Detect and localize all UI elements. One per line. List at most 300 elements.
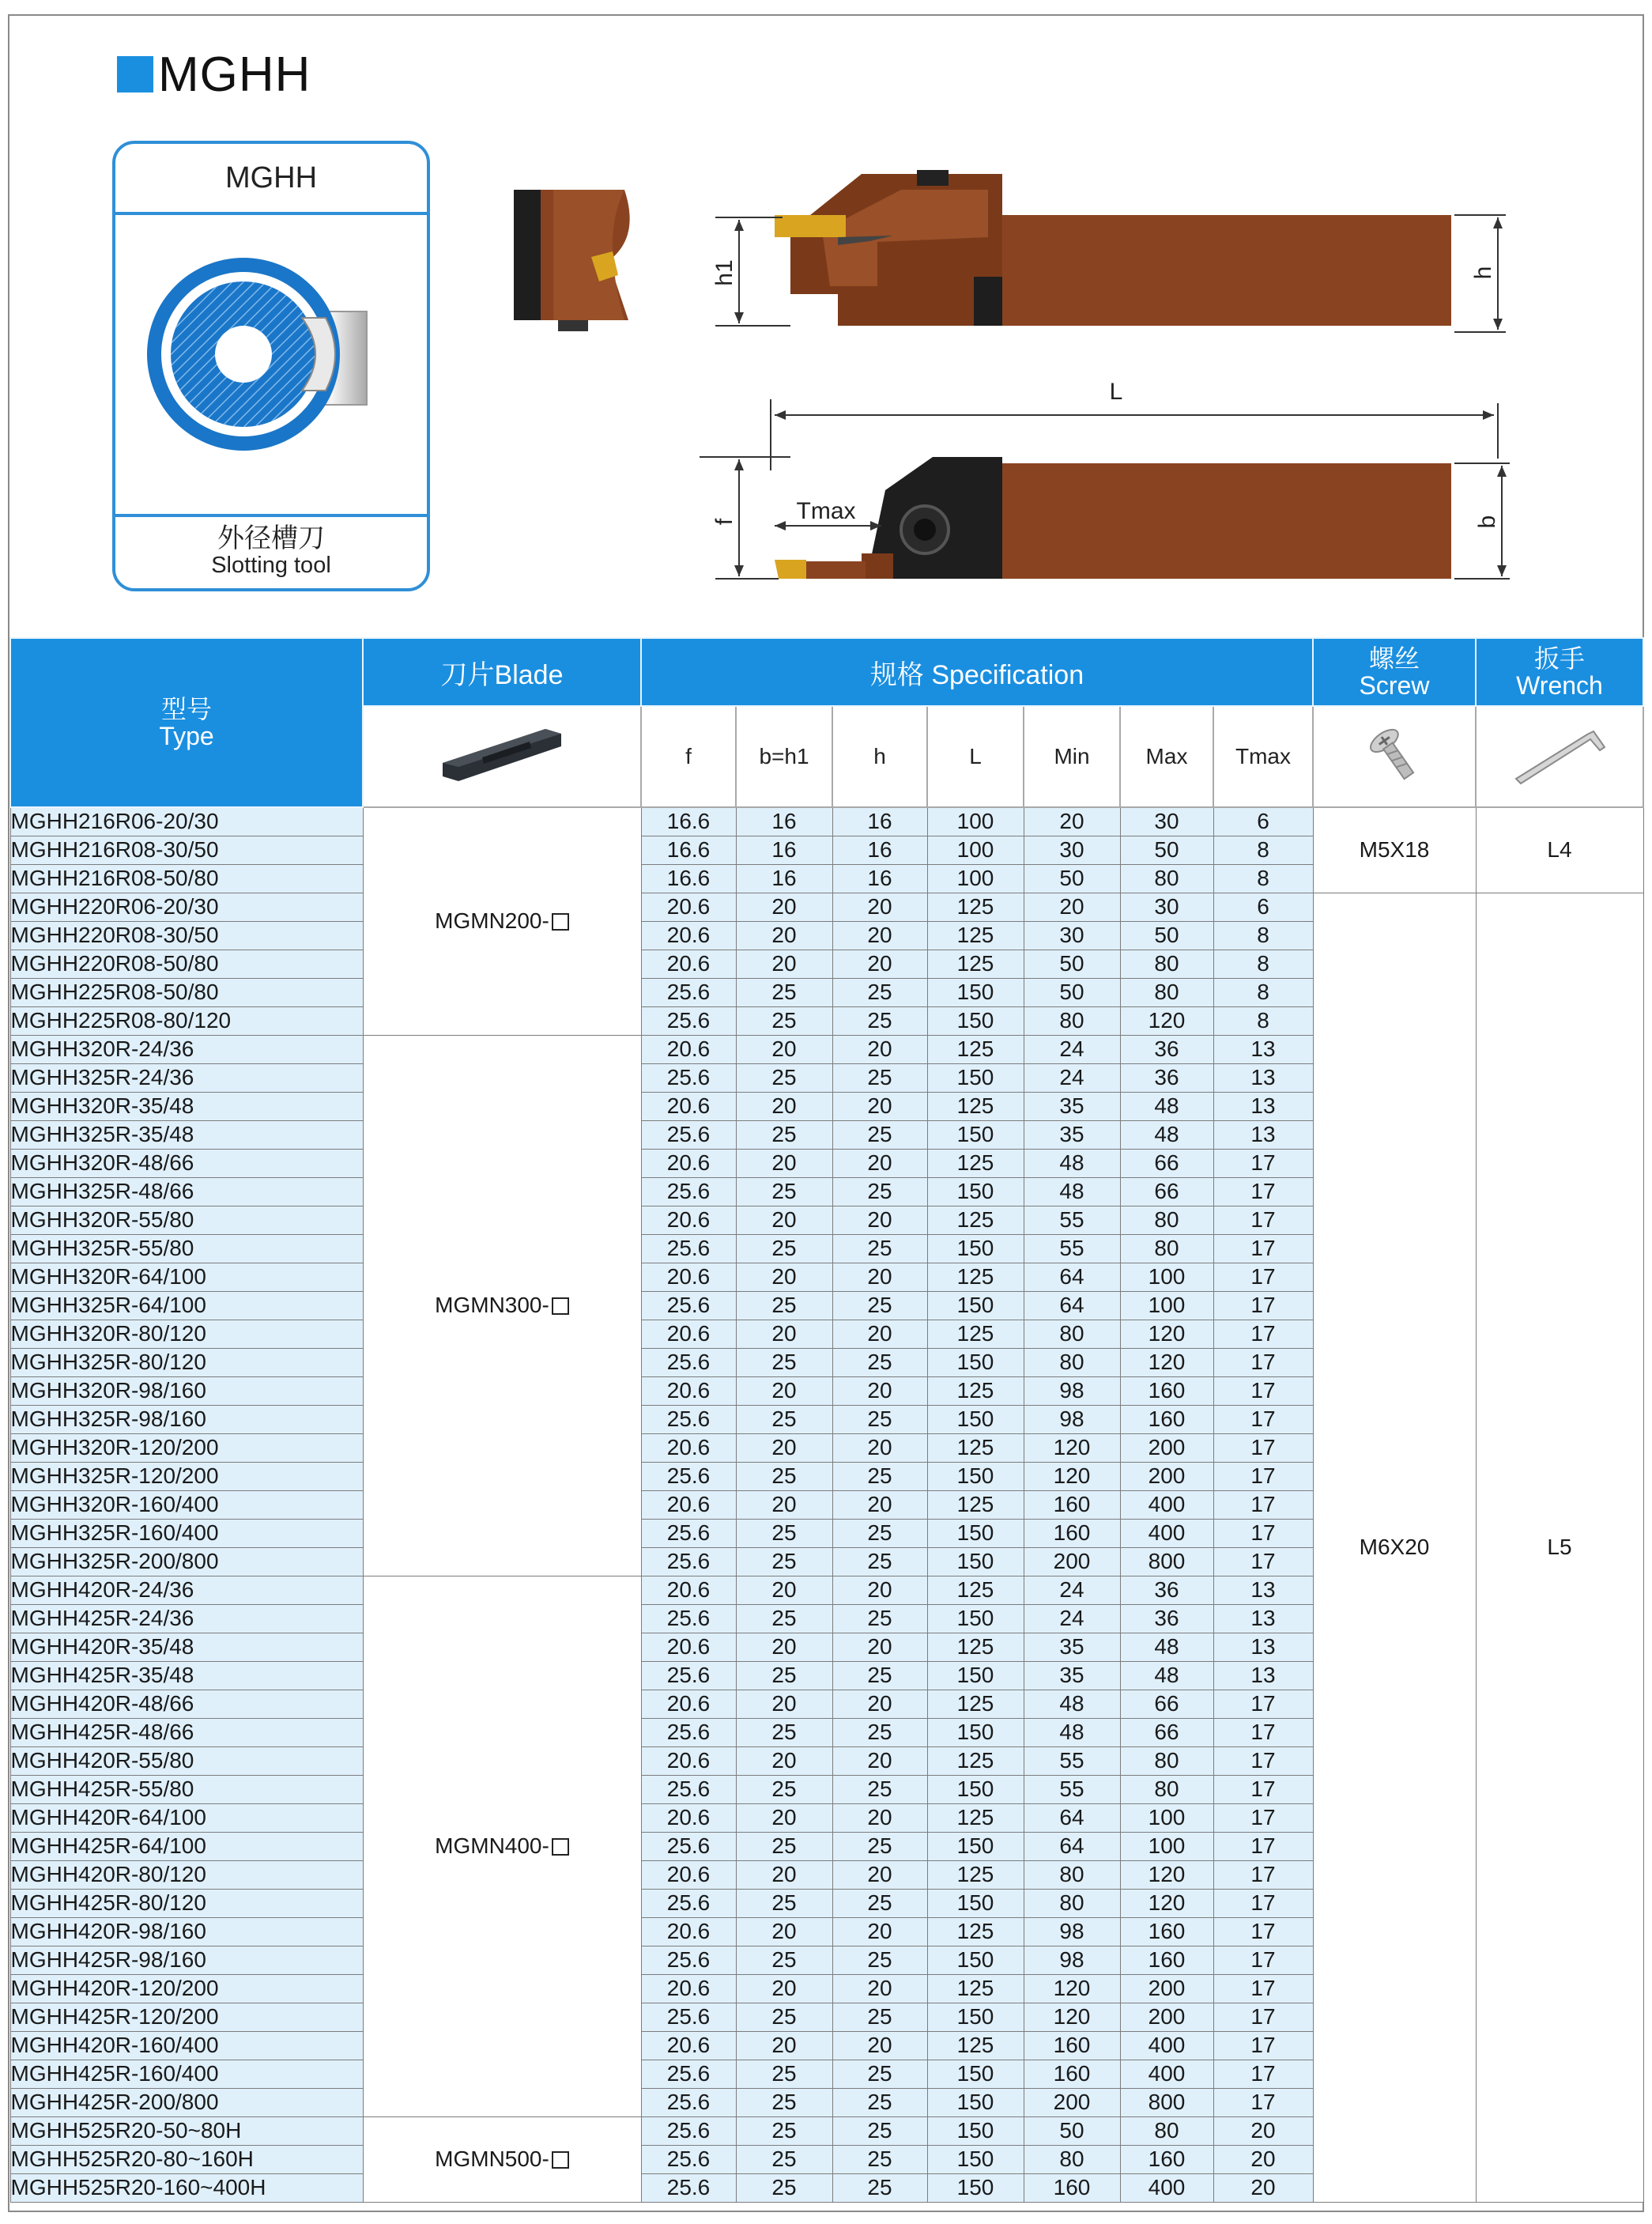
cell-max: 160 [1120,2145,1213,2173]
cell-L: 150 [927,1519,1024,1547]
type-cell: MGHH420R-64/100 [10,1803,363,1832]
cell-b-h1: 20 [736,1917,832,1946]
cell-h: 20 [832,1149,927,1177]
header-type-en: Type [159,722,214,750]
cell-max: 80 [1120,978,1213,1006]
type-cell: MGHH216R08-50/80 [10,864,363,893]
type-cell: MGHH425R-120/200 [10,2003,363,2031]
cell-max: 80 [1120,1746,1213,1775]
type-cell: MGHH220R08-30/50 [10,921,363,950]
cell-tmax: 13 [1213,1063,1313,1092]
cell-h: 25 [832,1234,927,1263]
type-cell: MGHH425R-98/160 [10,1946,363,1974]
cell-L: 150 [927,2145,1024,2173]
cell-tmax: 17 [1213,2031,1313,2060]
cell-min: 98 [1024,1917,1120,1946]
spec-table-body [10,807,1643,2202]
cell-b-h1: 25 [736,1775,832,1803]
col-min: Min [1024,706,1120,807]
cell-tmax: 8 [1213,836,1313,864]
cell-max: 30 [1120,807,1213,836]
cell-b-h1: 16 [736,807,832,836]
wrench-icon [1508,723,1611,787]
cell-f: 20.6 [641,1035,736,1063]
cell-h: 20 [832,1320,927,1348]
cell-f: 20.6 [641,1490,736,1519]
cell-tmax: 6 [1213,893,1313,921]
cell-L: 125 [927,1035,1024,1063]
cell-h: 20 [832,1206,927,1234]
cell-h: 20 [832,1576,927,1604]
cell-f: 25.6 [641,1946,736,1974]
cell-h: 25 [832,2060,927,2088]
cell-b-h1: 20 [736,1433,832,1462]
type-cell: MGHH320R-80/120 [10,1320,363,1348]
cell-max: 120 [1120,1889,1213,1917]
cell-L: 100 [927,836,1024,864]
cell-L: 150 [927,1120,1024,1149]
blade-image-cell [363,706,641,807]
cell-max: 120 [1120,1348,1213,1376]
type-cell: MGHH325R-200/800 [10,1547,363,1576]
cell-h: 25 [832,1832,927,1860]
dim-label-h: h [1470,266,1496,280]
cell-tmax: 17 [1213,1775,1313,1803]
type-cell: MGHH525R20-160~400H [10,2173,363,2202]
cell-h: 20 [832,1974,927,2003]
cell-max: 400 [1120,2031,1213,2060]
dim-label-h1: h1 [711,259,737,286]
type-cell: MGHH216R08-30/50 [10,836,363,864]
card-label: MGHH [115,144,427,215]
cell-h: 25 [832,1120,927,1149]
cell-h: 25 [832,978,927,1006]
header-spec-label: 规格 Specification [869,659,1084,690]
cell-h: 20 [832,1092,927,1120]
type-cell: MGHH420R-24/36 [10,1576,363,1604]
cell-tmax: 17 [1213,1462,1313,1490]
cell-h: 25 [832,1547,927,1576]
tool-head-end-view [514,190,630,331]
cell-min: 50 [1024,978,1120,1006]
cell-L: 150 [927,2116,1024,2145]
cell-tmax: 17 [1213,1433,1313,1462]
cell-max: 50 [1120,921,1213,950]
cell-f: 25.6 [641,1177,736,1206]
type-cell: MGHH325R-24/36 [10,1063,363,1092]
spec-table [9,637,1644,2203]
cell-tmax: 20 [1213,2145,1313,2173]
cell-f: 20.6 [641,1917,736,1946]
cell-max: 800 [1120,1547,1213,1576]
cell-tmax: 13 [1213,1633,1313,1661]
cell-max: 160 [1120,1946,1213,1974]
tool-drawings [0,0,1652,632]
cell-h: 16 [832,836,927,864]
cell-max: 80 [1120,864,1213,893]
cell-b-h1: 25 [736,2088,832,2116]
cell-max: 200 [1120,1433,1213,1462]
cell-max: 36 [1120,1035,1213,1063]
cell-f: 25.6 [641,2145,736,2173]
cell-tmax: 17 [1213,2088,1313,2116]
header-type [10,638,363,807]
cell-h: 20 [832,921,927,950]
cell-f: 25.6 [641,1604,736,1633]
cell-max: 80 [1120,1775,1213,1803]
cell-min: 50 [1024,2116,1120,2145]
blade-code: MGMN200- [435,908,549,934]
cell-h: 25 [832,1946,927,1974]
cell-min: 200 [1024,1547,1120,1576]
col-L: L [927,706,1024,807]
cell-b-h1: 25 [736,2116,832,2145]
blade-group-cell [363,807,641,1035]
type-cell: MGHH325R-48/66 [10,1177,363,1206]
cell-b-h1: 20 [736,1746,832,1775]
caption-cn: 外径槽刀 [217,523,325,554]
cell-tmax: 17 [1213,1149,1313,1177]
cell-h: 25 [832,1775,927,1803]
type-cell: MGHH216R06-20/30 [10,807,363,836]
cell-tmax: 17 [1213,1405,1313,1433]
type-cell: MGHH425R-55/80 [10,1775,363,1803]
cell-max: 80 [1120,1206,1213,1234]
cell-max: 400 [1120,1519,1213,1547]
cell-min: 48 [1024,1690,1120,1718]
cell-h: 20 [832,1917,927,1946]
page-title: MGHH [158,47,311,102]
cell-b-h1: 25 [736,1604,832,1633]
cell-min: 98 [1024,1376,1120,1405]
cell-h: 20 [832,1633,927,1661]
cell-h: 25 [832,1604,927,1633]
cell-h: 25 [832,2116,927,2145]
cell-min: 48 [1024,1718,1120,1746]
cell-tmax: 13 [1213,1035,1313,1063]
cell-max: 400 [1120,2173,1213,2202]
cell-min: 98 [1024,1946,1120,1974]
cell-L: 125 [927,1376,1024,1405]
cell-b-h1: 20 [736,1149,832,1177]
cell-f: 16.6 [641,864,736,893]
cell-b-h1: 25 [736,1661,832,1690]
cell-tmax: 17 [1213,1291,1313,1320]
cell-f: 25.6 [641,1291,736,1320]
type-cell: MGHH525R20-80~160H [10,2145,363,2173]
cell-max: 160 [1120,1405,1213,1433]
cell-L: 150 [927,1234,1024,1263]
cell-L: 150 [927,2088,1024,2116]
cell-h: 20 [832,893,927,921]
cell-h: 20 [832,1263,927,1291]
cell-L: 150 [927,1775,1024,1803]
cell-max: 36 [1120,1063,1213,1092]
type-cell: MGHH425R-48/66 [10,1718,363,1746]
placeholder-square-icon [552,1297,569,1315]
cell-f: 25.6 [641,1405,736,1433]
cell-min: 80 [1024,1320,1120,1348]
cell-tmax: 8 [1213,1006,1313,1035]
cell-tmax: 17 [1213,1263,1313,1291]
cell-min: 160 [1024,2060,1120,2088]
cell-max: 800 [1120,2088,1213,2116]
cell-max: 120 [1120,1006,1213,1035]
cell-min: 120 [1024,1433,1120,1462]
cell-b-h1: 20 [736,1320,832,1348]
cell-tmax: 17 [1213,1547,1313,1576]
cell-h: 20 [832,950,927,978]
cell-min: 64 [1024,1291,1120,1320]
cell-L: 125 [927,1576,1024,1604]
cell-min: 200 [1024,2088,1120,2116]
cell-f: 20.6 [641,1803,736,1832]
cell-h: 20 [832,1860,927,1889]
blade-group-cell [363,2116,641,2202]
type-cell: MGHH420R-55/80 [10,1746,363,1775]
cell-max: 100 [1120,1803,1213,1832]
cell-f: 16.6 [641,807,736,836]
cell-h: 25 [832,1063,927,1092]
cell-h: 25 [832,1519,927,1547]
cell-tmax: 17 [1213,1348,1313,1376]
header-wrench [1476,638,1643,706]
cell-f: 20.6 [641,1633,736,1661]
cell-max: 160 [1120,1917,1213,1946]
cell-max: 400 [1120,2060,1213,2088]
cell-h: 25 [832,1462,927,1490]
cell-min: 24 [1024,1063,1120,1092]
cell-b-h1: 20 [736,1974,832,2003]
cell-L: 150 [927,1604,1024,1633]
cell-h: 25 [832,1718,927,1746]
cell-f: 20.6 [641,1746,736,1775]
cell-L: 150 [927,2003,1024,2031]
caption-en: Slotting tool [211,553,331,578]
cell-f: 25.6 [641,2088,736,2116]
type-cell: MGHH420R-98/160 [10,1917,363,1946]
cell-h: 25 [832,1006,927,1035]
cell-max: 48 [1120,1661,1213,1690]
wrench-group-cell: L4 [1476,807,1643,893]
cell-L: 125 [927,893,1024,921]
type-cell: MGHH325R-120/200 [10,1462,363,1490]
dim-label-L: L [1109,379,1123,405]
cell-max: 66 [1120,1718,1213,1746]
type-cell: MGHH220R06-20/30 [10,893,363,921]
type-cell: MGHH420R-48/66 [10,1690,363,1718]
table-row [10,807,1643,836]
cell-h: 20 [832,1490,927,1519]
cell-b-h1: 25 [736,1348,832,1376]
cell-max: 120 [1120,1860,1213,1889]
cell-max: 80 [1120,2116,1213,2145]
type-cell: MGHH420R-160/400 [10,2031,363,2060]
cell-max: 80 [1120,1234,1213,1263]
cell-tmax: 17 [1213,1718,1313,1746]
cell-b-h1: 20 [736,1490,832,1519]
cell-min: 48 [1024,1177,1120,1206]
cell-min: 80 [1024,1889,1120,1917]
cell-min: 80 [1024,1006,1120,1035]
cell-min: 24 [1024,1576,1120,1604]
cell-b-h1: 25 [736,1063,832,1092]
cell-f: 25.6 [641,2060,736,2088]
cell-f: 25.6 [641,1120,736,1149]
type-cell: MGHH425R-160/400 [10,2060,363,2088]
cell-f: 25.6 [641,2116,736,2145]
cell-f: 25.6 [641,1832,736,1860]
type-cell: MGHH420R-80/120 [10,1860,363,1889]
cell-tmax: 17 [1213,1234,1313,1263]
cell-tmax: 13 [1213,1120,1313,1149]
cell-min: 20 [1024,807,1120,836]
cell-tmax: 20 [1213,2116,1313,2145]
cell-tmax: 17 [1213,1376,1313,1405]
cell-b-h1: 25 [736,2060,832,2088]
cell-L: 150 [927,1547,1024,1576]
cell-b-h1: 25 [736,978,832,1006]
tool-plan-view [775,457,1451,579]
cell-b-h1: 25 [736,1889,832,1917]
cell-L: 100 [927,807,1024,836]
cell-b-h1: 20 [736,1803,832,1832]
type-cell: MGHH320R-160/400 [10,1490,363,1519]
cell-L: 125 [927,1206,1024,1234]
cell-L: 150 [927,1177,1024,1206]
col-h: h [832,706,927,807]
cell-L: 150 [927,1348,1024,1376]
cell-b-h1: 20 [736,1376,832,1405]
wrench-image-cell [1476,706,1643,807]
cell-f: 20.6 [641,1149,736,1177]
screw-image-cell [1313,706,1476,807]
cell-b-h1: 20 [736,893,832,921]
cell-tmax: 17 [1213,1206,1313,1234]
cell-tmax: 17 [1213,1946,1313,1974]
cell-min: 50 [1024,864,1120,893]
cell-f: 20.6 [641,1320,736,1348]
type-cell: MGHH320R-64/100 [10,1263,363,1291]
cell-max: 66 [1120,1149,1213,1177]
type-cell: MGHH325R-80/120 [10,1348,363,1376]
cell-L: 150 [927,2173,1024,2202]
col-f: f [641,706,736,807]
cell-max: 200 [1120,1462,1213,1490]
type-cell: MGHH220R08-50/80 [10,950,363,978]
cell-h: 20 [832,1803,927,1832]
cell-f: 20.6 [641,1974,736,2003]
cell-b-h1: 25 [736,1120,832,1149]
cell-h: 16 [832,864,927,893]
cell-L: 125 [927,1490,1024,1519]
cell-min: 64 [1024,1832,1120,1860]
cell-L: 150 [927,1006,1024,1035]
cell-L: 150 [927,1063,1024,1092]
cell-min: 160 [1024,2031,1120,2060]
cell-min: 50 [1024,950,1120,978]
col-max: Max [1120,706,1213,807]
cell-max: 100 [1120,1832,1213,1860]
cell-min: 55 [1024,1206,1120,1234]
cell-f: 25.6 [641,2173,736,2202]
cell-b-h1: 20 [736,2031,832,2060]
cell-L: 125 [927,1149,1024,1177]
cell-tmax: 17 [1213,1974,1313,2003]
screw-group-cell: M6X20 [1313,893,1476,2202]
blade-code: MGMN500- [435,2147,549,2171]
cell-f: 25.6 [641,1718,736,1746]
cell-f: 25.6 [641,1889,736,1917]
cell-max: 66 [1120,1690,1213,1718]
cell-f: 20.6 [641,1690,736,1718]
cell-tmax: 17 [1213,1917,1313,1946]
cell-b-h1: 20 [736,1092,832,1120]
cell-h: 25 [832,1348,927,1376]
cell-max: 160 [1120,1376,1213,1405]
cell-f: 25.6 [641,1661,736,1690]
col-tmax: Tmax [1213,706,1313,807]
cell-b-h1: 25 [736,1462,832,1490]
cell-h: 20 [832,1035,927,1063]
cell-max: 48 [1120,1092,1213,1120]
header-spec [641,638,1313,706]
cell-h: 25 [832,2145,927,2173]
cell-L: 150 [927,1405,1024,1433]
cell-L: 125 [927,1633,1024,1661]
cell-b-h1: 25 [736,2173,832,2202]
type-cell: MGHH320R-120/200 [10,1433,363,1462]
header-screw [1313,638,1476,706]
cell-max: 400 [1120,1490,1213,1519]
type-cell: MGHH425R-24/36 [10,1604,363,1633]
cell-max: 100 [1120,1291,1213,1320]
wrench-group-cell: L5 [1476,893,1643,2202]
header-screw-en: Screw [1359,671,1430,700]
type-cell: MGHH420R-120/200 [10,1974,363,2003]
cell-min: 55 [1024,1746,1120,1775]
cell-b-h1: 16 [736,836,832,864]
cell-b-h1: 20 [736,1860,832,1889]
cell-tmax: 13 [1213,1604,1313,1633]
cell-L: 150 [927,1946,1024,1974]
cell-b-h1: 20 [736,1690,832,1718]
blade-code: MGMN400- [435,1833,549,1858]
cell-tmax: 8 [1213,950,1313,978]
cell-h: 25 [832,2003,927,2031]
header-screw-cn: 螺丝 [1368,644,1420,674]
cell-b-h1: 25 [736,1547,832,1576]
cell-min: 160 [1024,1490,1120,1519]
cell-tmax: 17 [1213,1803,1313,1832]
cell-max: 66 [1120,1177,1213,1206]
cell-tmax: 17 [1213,1889,1313,1917]
type-cell: MGHH225R08-80/120 [10,1006,363,1035]
cell-min: 55 [1024,1234,1120,1263]
cell-h: 25 [832,1405,927,1433]
cell-f: 20.6 [641,893,736,921]
cell-L: 125 [927,1320,1024,1348]
cell-tmax: 17 [1213,2060,1313,2088]
cell-b-h1: 25 [736,2003,832,2031]
cell-tmax: 17 [1213,1690,1313,1718]
cell-min: 30 [1024,836,1120,864]
cell-f: 25.6 [641,1462,736,1490]
cell-f: 25.6 [641,1063,736,1092]
cell-b-h1: 16 [736,864,832,893]
cell-L: 125 [927,1860,1024,1889]
cell-max: 48 [1120,1120,1213,1149]
